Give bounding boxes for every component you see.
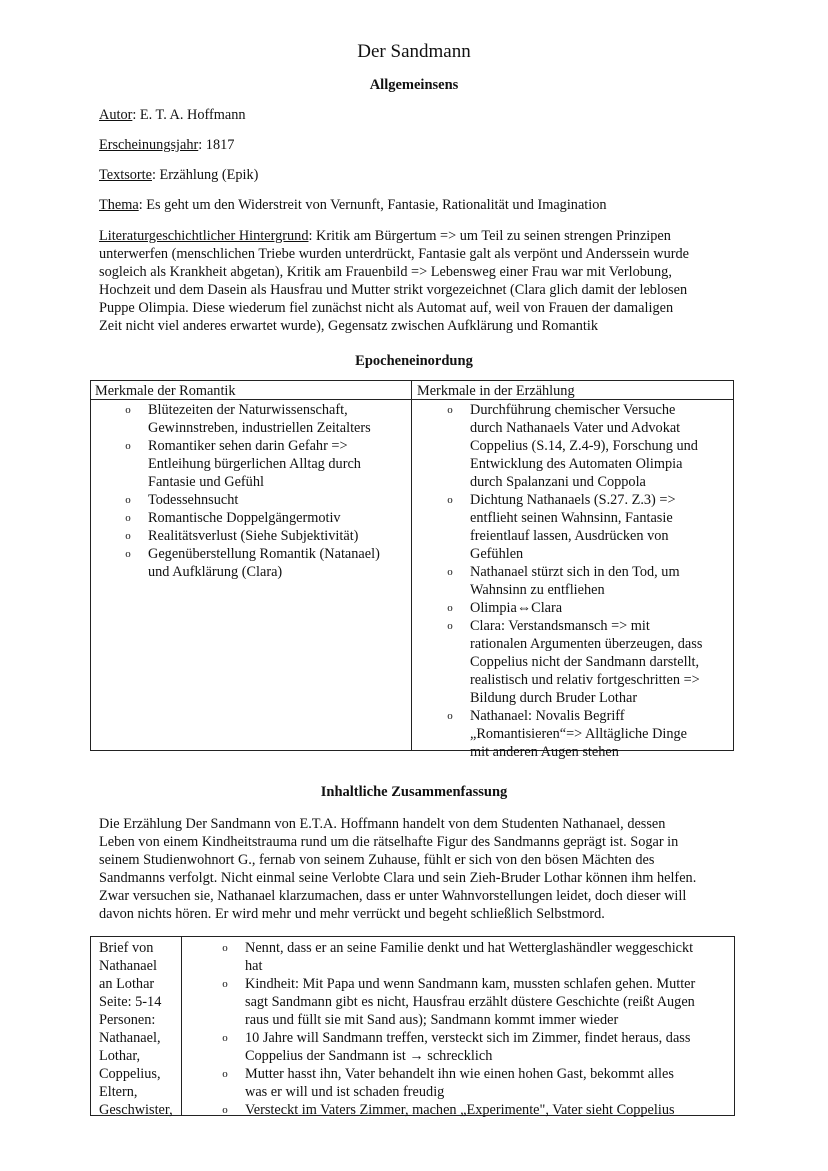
bullet-text [148, 545, 380, 581]
bullet-text [245, 975, 695, 1029]
bullet-text-line: Gegenüberstellung Romantik (Natanael) [148, 546, 380, 562]
bullet-text-line: Durchführung chemischer Versuche [470, 402, 676, 418]
bullet-text-line: sagt Sandmann gibt es nicht, Hausfrau erzählt düstere Geschichte (reißt Augen [245, 994, 695, 1010]
bullet-text-line: Kindheit: Mit Papa und wenn Sandmann kam, mussten schlafen gehen. Mutter [245, 976, 696, 992]
bullet-text-line: Todessehnsucht [148, 492, 239, 508]
bullet-text [470, 599, 702, 617]
theme-label: Thema [99, 197, 139, 213]
bullet-text [470, 617, 702, 707]
bullet-text-line: Gewinnstreben, industriellen Zeitalters [148, 420, 371, 436]
bullet-text [470, 491, 702, 563]
bullet-text-line: entflieht seinen Wahnsinn, Fantasie [470, 510, 673, 526]
letter-info-line: an Lothar [99, 976, 155, 992]
bullet-text-line: Blütezeiten der Naturwissenschaft, [148, 402, 348, 418]
letter-table [90, 936, 735, 1116]
bullet-text-line: Fantasie und Gefühl [148, 474, 264, 490]
letter-info-line: Nathanael, [99, 1030, 161, 1046]
letter-info-line: Eltern, [99, 1084, 138, 1100]
bullet-text [470, 563, 702, 599]
background-first-text: : Kritik am Bürgertum => um Teil zu seinen strengen Prinzipen [308, 228, 671, 244]
epoch-table [90, 380, 734, 760]
bullet-text [148, 527, 380, 545]
bullet-text-line: Wahnsinn zu entfliehen [470, 582, 605, 598]
bullet-text-line: Entleihung bürgerlichen Alltag durch [148, 456, 361, 472]
background-paragraph [99, 227, 759, 335]
bullet-text-line: rationalen Argumenten überzeugen, dass [470, 636, 703, 652]
year-label: Erscheinungsjahr [99, 137, 199, 153]
bullet-item [218, 1065, 695, 1101]
bullet-text-line: Mutter hasst ihn, Vater behandelt ihn wie einen hohen Gast, bekommt alles [245, 1066, 674, 1082]
summary-line: davon nichts hören. Er wird mehr und mehr verrückt und begeht schließlich Selbstmord. [99, 906, 605, 922]
table-divider [181, 937, 182, 1115]
epoch-right-header: Merkmale in der Erzählung [417, 383, 575, 399]
background-line: unterwerfen (menschlichen Triebe wurden unterdrückt, Fantasie galt als verpönt und Anderssein wurde [99, 246, 689, 262]
summary-line: Sandmanns verfolgt. Nicht einmal seine Verlobte Clara und sein Zieh-Bruder Lothar können ihm helfen. [99, 870, 697, 886]
romantik-feature-list [121, 401, 380, 581]
bullet-text [245, 1065, 695, 1101]
author-value: : E. T. A. Hoffmann [132, 107, 246, 123]
bullet-text [470, 707, 702, 761]
summary-line: Zwar versuchen sie, Nathanael klarzumachen, dass er unter Wahnvorstellungen leidet, doch dieser will [99, 888, 687, 904]
bullet-text [148, 437, 380, 491]
bullet-item [121, 527, 380, 545]
bullet-marker: o [447, 710, 453, 722]
genre-label: Textsorte [99, 167, 152, 183]
bullet-text [148, 491, 380, 509]
summary-line: Leben von einem Kindheitstrauma rund um die rätselhafte Figur des Sandmanns geprägt ist. Sogar in [99, 834, 679, 850]
bullet-text-line: Gefühlen [470, 546, 524, 562]
summary-line: Die Erzählung Der Sandmann von E.T.A. Hoffmann handelt von dem Studenten Nathanael, dessen [99, 816, 666, 832]
bullet-item [121, 401, 380, 437]
bullet-text-line: durch Nathanaels Vater und Advokat [470, 420, 681, 436]
epoch-left-header: Merkmale der Romantik [95, 383, 236, 399]
bullet-text-line: Coppelius nicht der Sandmann darstellt, [470, 654, 700, 670]
bullet-text-line: Olimpia⇔Clara [470, 600, 563, 616]
background-line: sogleich als Krankheit abgetan), Kritik am Frauenbild => Lebensweg einer Frau war mit Verlobung, [99, 264, 672, 280]
bullet-text [148, 509, 380, 527]
bullet-text-line: freientlauf lassen, Ausdrücken von [470, 528, 669, 544]
bullet-text-line: Dichtung Nathanaels (S.27. Z.3) => [470, 492, 676, 508]
bullet-text-line: realistisch und relativ fortgeschritten => [470, 672, 700, 688]
bullet-marker: o [222, 1068, 228, 1080]
bullet-item [443, 491, 702, 563]
bullet-marker: o [125, 440, 131, 452]
section-heading-general: Allgemeinsens [369, 77, 459, 93]
bullet-item [121, 509, 380, 527]
bullet-text-line: Nathanael: Novalis Begriff [470, 708, 625, 724]
bullet-text [245, 939, 695, 975]
bullet-text-line: hat [245, 958, 263, 974]
summary-line: seinem Studienwohnort G., fernab von seinem Zuhause, fühlt er sich von den bösen Mächten des [99, 852, 655, 868]
bullet-marker: o [222, 1032, 228, 1044]
letter-info-line: Geschwister, [99, 1102, 173, 1118]
bullet-marker: o [447, 602, 453, 614]
bullet-marker: o [222, 978, 228, 990]
bullet-text [148, 401, 380, 437]
bullet-marker: o [447, 494, 453, 506]
letter-info-line: Nathanael [99, 958, 157, 974]
bullet-text-line: Romantische Doppelgängermotiv [148, 510, 341, 526]
background-line: Hochzeit und dem Dasein als Hausfrau und Mutter strikt vorgezeichnet (Clara glich damit der leblosen [99, 282, 688, 298]
bullet-marker: o [447, 620, 453, 632]
year-line [99, 136, 234, 154]
section-heading-epoch: Epocheneinordung [355, 353, 473, 369]
letter-info-cell [99, 939, 173, 1119]
bullet-item [218, 975, 695, 1029]
bullet-marker: o [125, 530, 131, 542]
bullet-text-line: „Romantisieren“=> Alltägliche Dinge [470, 726, 688, 742]
bullet-item [443, 617, 702, 707]
letter-content-list [218, 939, 695, 1119]
bullet-text-line: durch Spalanzani und Coppola [470, 474, 646, 490]
bullet-marker: o [125, 494, 131, 506]
bullet-text-line: Nennt, dass er an seine Familie denkt und hat Wetterglashändler weggeschickt [245, 940, 694, 956]
bullet-text-line: Coppelius (S.14, Z.4-9), Forschung und [470, 438, 698, 454]
bullet-item [443, 707, 702, 761]
bullet-marker: o [447, 566, 453, 578]
theme-line [99, 196, 607, 214]
bullet-item [121, 491, 380, 509]
letter-info-line: Lothar, [99, 1048, 141, 1064]
bullet-text-line: Realitätsverlust (Siehe Subjektivität) [148, 528, 359, 544]
theme-value: : Es geht um den Widerstreit von Vernunft, Fantasie, Rationalität und Imagination [138, 197, 607, 213]
background-first-line [99, 227, 759, 245]
bullet-text [245, 1029, 695, 1065]
table-divider [411, 381, 412, 750]
letter-info-line: Personen: [99, 1012, 156, 1028]
author-label: Autor [99, 107, 133, 123]
letter-info-line: Coppelius, [99, 1066, 161, 1082]
bullet-item [121, 437, 380, 491]
bullet-text-line: Romantiker sehen darin Gefahr => [148, 438, 348, 454]
bullet-text-line: 10 Jahre will Sandmann treffen, versteckt sich im Zimmer, findet heraus, dass [245, 1030, 691, 1046]
bullet-text-line: Versteckt im Vaters Zimmer, machen „Experimente", Vater sieht Coppelius [245, 1102, 675, 1118]
summary-paragraph [99, 815, 759, 923]
bullet-marker: o [447, 404, 453, 416]
bullet-item [218, 939, 695, 975]
bullet-text [245, 1101, 695, 1119]
bullet-text-line: was er will und ist schaden freudig [245, 1084, 445, 1100]
bullet-text-line: und Aufklärung (Clara) [148, 564, 283, 580]
bullet-item [218, 1101, 695, 1119]
letter-info-line: Seite: 5-14 [99, 994, 162, 1010]
bullet-item [443, 563, 702, 599]
letter-info-line: Brief von [99, 940, 154, 956]
bullet-marker: o [125, 404, 131, 416]
document-title: Der Sandmann [357, 41, 471, 62]
bullet-marker: o [222, 1104, 228, 1116]
bullet-item [121, 545, 380, 581]
bullet-text-line: Bildung durch Bruder Lothar [470, 690, 638, 706]
background-label: Literaturgeschichtlicher Hintergrund [99, 228, 309, 244]
author-line [99, 106, 246, 124]
bullet-item [443, 401, 702, 491]
bullet-text-line: Clara: Verstandsmansch => mit [470, 618, 650, 634]
year-value: : 1817 [198, 137, 235, 153]
bullet-marker: o [222, 942, 228, 954]
section-heading-summary: Inhaltliche Zusammenfassung [320, 784, 508, 800]
bullet-text-line: Entwicklung des Automaten Olimpia [470, 456, 683, 472]
bullet-text-line: Nathanael stürzt sich in den Tod, um [470, 564, 680, 580]
genre-line [99, 166, 258, 184]
bullet-text-line: mit anderen Augen stehen [470, 744, 619, 760]
bullet-item [218, 1029, 695, 1065]
bullet-text [470, 401, 702, 491]
story-feature-list [443, 401, 702, 761]
bullet-marker: o [125, 548, 131, 560]
background-line: Zeit nicht viel anderes erwartet wurde), Gegensatz zwischen Aufklärung und Romantik [99, 318, 599, 334]
genre-value: : Erzählung (Epik) [152, 167, 259, 183]
bullet-item [443, 599, 702, 617]
background-line: Puppe Olimpia. Diese wiederum fiel zunächst nicht als Automat auf, weil von Frauen der damaligen [99, 300, 674, 316]
bullet-text-line: Coppelius der Sandmann ist → schrecklich [245, 1048, 493, 1064]
bullet-marker: o [125, 512, 131, 524]
bullet-text-line: raus und füllt sie mit Sand aus); Sandmann kommt immer wieder [245, 1012, 619, 1028]
